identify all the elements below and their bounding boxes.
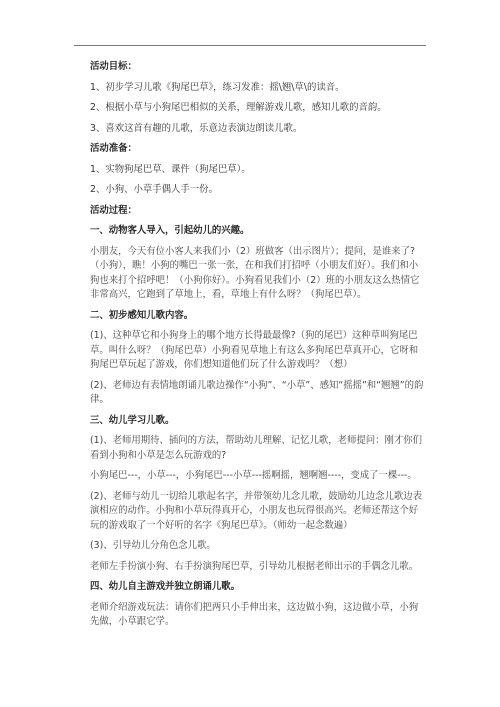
body-paragraph: (2)、老师与幼儿一切给儿歌起名字，并带领幼儿念儿歌，鼓励幼儿边念儿歌边表演相应的动作。小狗和小草玩得真开心，小朋友也玩得很高兴。老师还帮这个好玩的游戏取了一个好听的名字《狗尾巴草》。（师幼一起念数遍） — [90, 490, 423, 531]
body-paragraph: 小狗尾巴---，小草---，小狗尾巴---小草---摇啊摇，翘啊翘----，变成了一棵---。 — [90, 470, 417, 481]
preparation-item: 1、实物狗尾巴草、课件（狗尾巴草）。 — [90, 163, 251, 175]
heading-goals: 活动目标： — [90, 61, 137, 72]
body-paragraph: 老师左手扮演小狗、右手扮演狗尾巴草，引导幼儿根据老师出示的手偶念儿歌。 — [90, 560, 419, 572]
body-paragraph: 老师介绍游戏玩法：请你们把两只小手伸出来，这边做小狗，这边做小草，小狗先做，小草跟它学。 — [90, 601, 419, 627]
body-paragraph: (1)、这种草它和小狗身上的哪个地方长得最最像?（狗的尾巴）这种草叫狗尾巴草。叫什么呀？（狗尾巴草）小狗看见草地上有这么多狗尾巴草真开心，它呀和狗尾巴草玩起了游戏，你们想知道他们玩了什么游戏吗？（想） — [90, 330, 419, 370]
goal-item: 2、根据小草与小狗尾巴相似的关系，理解游戏儿歌，感知儿歌的音韵。 — [90, 102, 387, 113]
heading-preparation: 活动准备： — [90, 143, 137, 154]
goal-item: 3、喜欢这首有趣的儿歌，乐意边表演边朗读儿歌。 — [90, 122, 303, 134]
section-heading: 四、幼儿自主游戏并独立朗诵儿歌。 — [90, 581, 241, 592]
body-paragraph: (1)、老师用期待、插问的方法，帮助幼儿理解、记忆儿歌，老师提问：刚才你们看到小狗和小草是怎么玩游戏的? — [90, 435, 423, 461]
body-paragraph: 小朋友，今天有位小客人来我们小（2）班做客（出示图片）；提问，是谁来了?（小狗），瞧！小狗的嘴巴一张一张，在和我们打招呼（小朋友们好）。我们和小狗也来打个招呼吧！（小狗你好）。小狗看见我们小（2）班的小朋友这么热情它非常高兴，它跑到了草地上，看，草地上有什么呀？（狗尾巴草）。 — [90, 245, 420, 300]
section-heading: 一、动物客人导入，引起幼儿的兴趣。 — [90, 225, 250, 236]
body-paragraph: (2)、老师边有表情地朗诵儿歌边操作“小狗”、“小草”、感知“摇摇”和“翘翘”的韵律。 — [90, 379, 424, 405]
section-heading: 三、幼儿学习儿歌。 — [90, 414, 175, 426]
header-rule — [74, 45, 426, 46]
body-paragraph: (3)、引导幼儿分角色念儿歌。 — [90, 540, 216, 551]
goal-item: 1、初步学习儿歌《狗尾巴草》，练习发准：摇\翘\草\的读音。 — [90, 81, 345, 93]
preparation-item: 2、小狗、小草手偶人手一份。 — [90, 184, 218, 195]
section-heading: 二、初步感知儿歌内容。 — [90, 309, 194, 321]
heading-process: 活动过程： — [90, 204, 137, 216]
document-body — [90, 60, 426, 636]
